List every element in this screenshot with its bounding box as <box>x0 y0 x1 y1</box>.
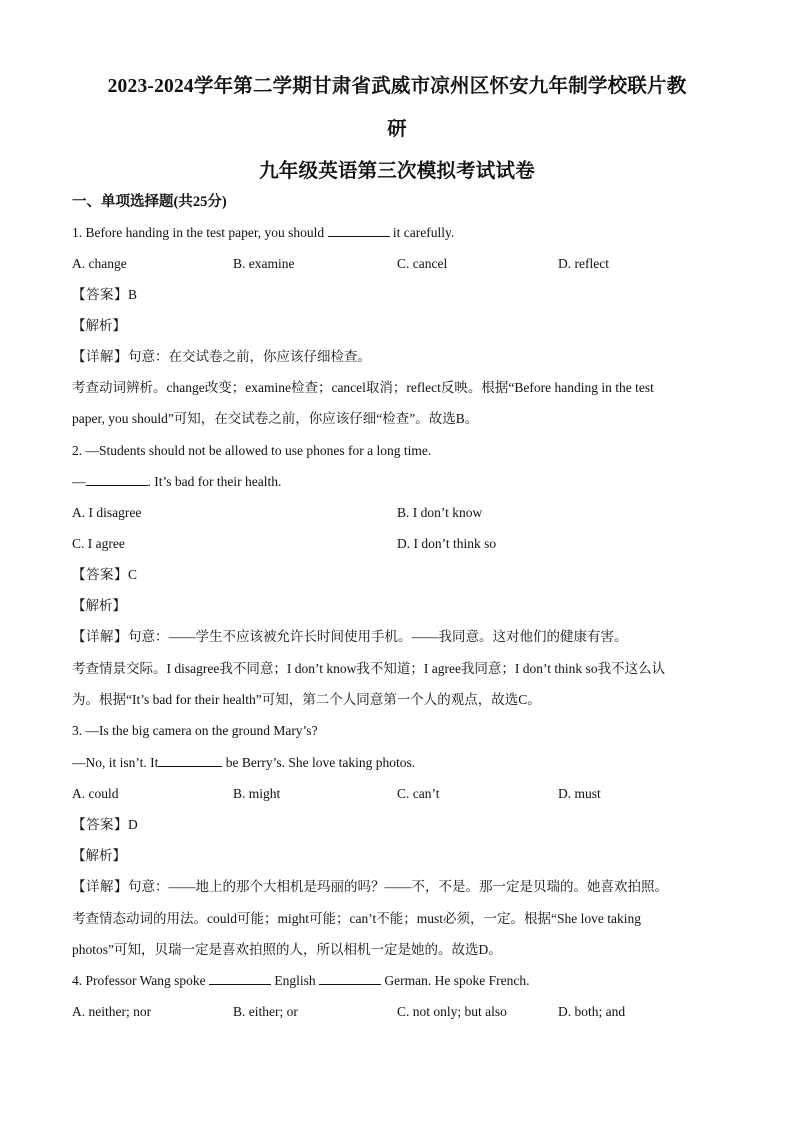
q1-stem <box>72 224 454 242</box>
q3-option-c: C. can’t <box>397 786 440 801</box>
q1-option-d: D. reflect <box>558 256 609 271</box>
q4-blank-2 <box>319 972 381 985</box>
q2-option-d: D. I don’t think so <box>397 536 497 551</box>
q1-answer <box>72 286 137 304</box>
q2-option-b: B. I don’t know <box>397 505 483 520</box>
q1-option-c: C. cancel <box>397 256 448 271</box>
q1-detail-3: paper, you should”可知，在交试卷之前，你应该仔细“检查”。故选B。 <box>72 411 479 426</box>
q2-option-a: A. I disagree <box>72 505 142 520</box>
q4-stem-start: 4. Professor Wang spoke <box>72 973 210 988</box>
answer-label: 【答案】 <box>72 817 128 832</box>
q2-stem-1: 2. —Students should not be allowed to use phones for a long time. <box>72 443 432 458</box>
q1-detail-1 <box>72 348 371 366</box>
q2-answer-value: C <box>128 567 138 582</box>
q3-stem-2-end: be Berry’s. She love taking photos. <box>222 755 416 770</box>
q1-blank <box>328 224 390 237</box>
q3-detail-1-text: 句意：——地上的那个大相机是玛丽的吗？——不，不是。那一定是贝瑞的。她喜欢拍照。 <box>128 879 668 894</box>
q3-detail-2: 考查情态动词的用法。could可能；might可能；can’t不能；must必须，一定。根据“She love taking <box>72 911 641 926</box>
section-heading: 一、单项选择题(共25分) <box>72 194 227 210</box>
q4-stem <box>72 972 530 990</box>
q4-option-b: B. either; or <box>233 1004 298 1019</box>
q1-detail-2: 考查动词辨析。change改变；examine检查；cancel取消；reflect反映。根据“Before handing in the test <box>72 380 654 395</box>
q2-stem-2 <box>72 473 281 491</box>
q3-stem-2 <box>72 754 415 772</box>
q2-dash: — <box>72 474 86 489</box>
q3-option-b: B. might <box>233 786 281 801</box>
q2-answer <box>72 566 137 584</box>
q2-analysis-label: 【解析】 <box>72 598 126 613</box>
q2-detail-1 <box>72 628 628 646</box>
q3-option-d: D. must <box>558 786 601 801</box>
exam-title-line-2: 研 <box>387 119 407 140</box>
q3-detail-3: photos”可知，贝瑞一定是喜欢拍照的人，所以相机一定是她的。故选D。 <box>72 942 502 957</box>
q2-detail-3: 为。根据“It’s bad for their health”可知，第二个人同意第一个人的观点，故选C。 <box>72 692 541 707</box>
q3-blank <box>158 754 222 767</box>
q4-option-c: C. not only; but also <box>397 1004 507 1019</box>
q1-option-b: B. examine <box>233 256 295 271</box>
answer-label: 【答案】 <box>72 567 128 582</box>
answer-label: 【答案】 <box>72 287 128 302</box>
q2-detail-1-text: 句意：——学生不应该被允许长时间使用手机。——我同意。这对他们的健康有害。 <box>128 629 628 644</box>
q3-stem-1: 3. —Is the big camera on the ground Mary’s? <box>72 723 318 738</box>
exam-subtitle: 九年级英语第三次模拟考试试卷 <box>259 161 535 182</box>
q3-stem-2-start: —No, it isn’t. It <box>72 755 159 770</box>
q2-option-c: C. I agree <box>72 536 125 551</box>
q2-detail-2: 考查情景交际。I disagree我不同意；I don’t know我不知道；I agree我同意；I don’t think so我不这么认 <box>72 661 666 676</box>
q3-option-a: A. could <box>72 786 119 801</box>
q1-analysis-label: 【解析】 <box>72 318 126 333</box>
q3-detail-1 <box>72 878 668 896</box>
q3-answer-value: D <box>128 817 138 832</box>
detail-label: 【详解】 <box>72 349 128 364</box>
q4-option-a: A. neither; nor <box>72 1004 152 1019</box>
q1-detail-1-text: 句意：在交试卷之前，你应该仔细检查。 <box>128 349 371 364</box>
exam-title-line-1: 2023-2024学年第二学期甘肃省武威市凉州区怀安九年制学校联片教 <box>107 76 687 97</box>
q1-stem-end: it carefully. <box>389 225 455 240</box>
q2-blank <box>86 473 148 486</box>
q4-option-d: D. both; and <box>558 1004 626 1019</box>
q1-option-a: A. change <box>72 256 127 271</box>
q4-stem-mid: English <box>271 973 320 988</box>
detail-label: 【详解】 <box>72 879 128 894</box>
q3-analysis-label: 【解析】 <box>72 848 126 863</box>
q1-stem-start: 1. Before handing in the test paper, you should <box>72 225 328 240</box>
q2-stem-2-end: . It’s bad for their health. <box>147 474 282 489</box>
q4-blank-1 <box>209 972 271 985</box>
detail-label: 【详解】 <box>72 629 128 644</box>
q4-stem-end: German. He spoke French. <box>381 973 530 988</box>
q1-answer-value: B <box>128 287 138 302</box>
q3-answer <box>72 816 138 834</box>
